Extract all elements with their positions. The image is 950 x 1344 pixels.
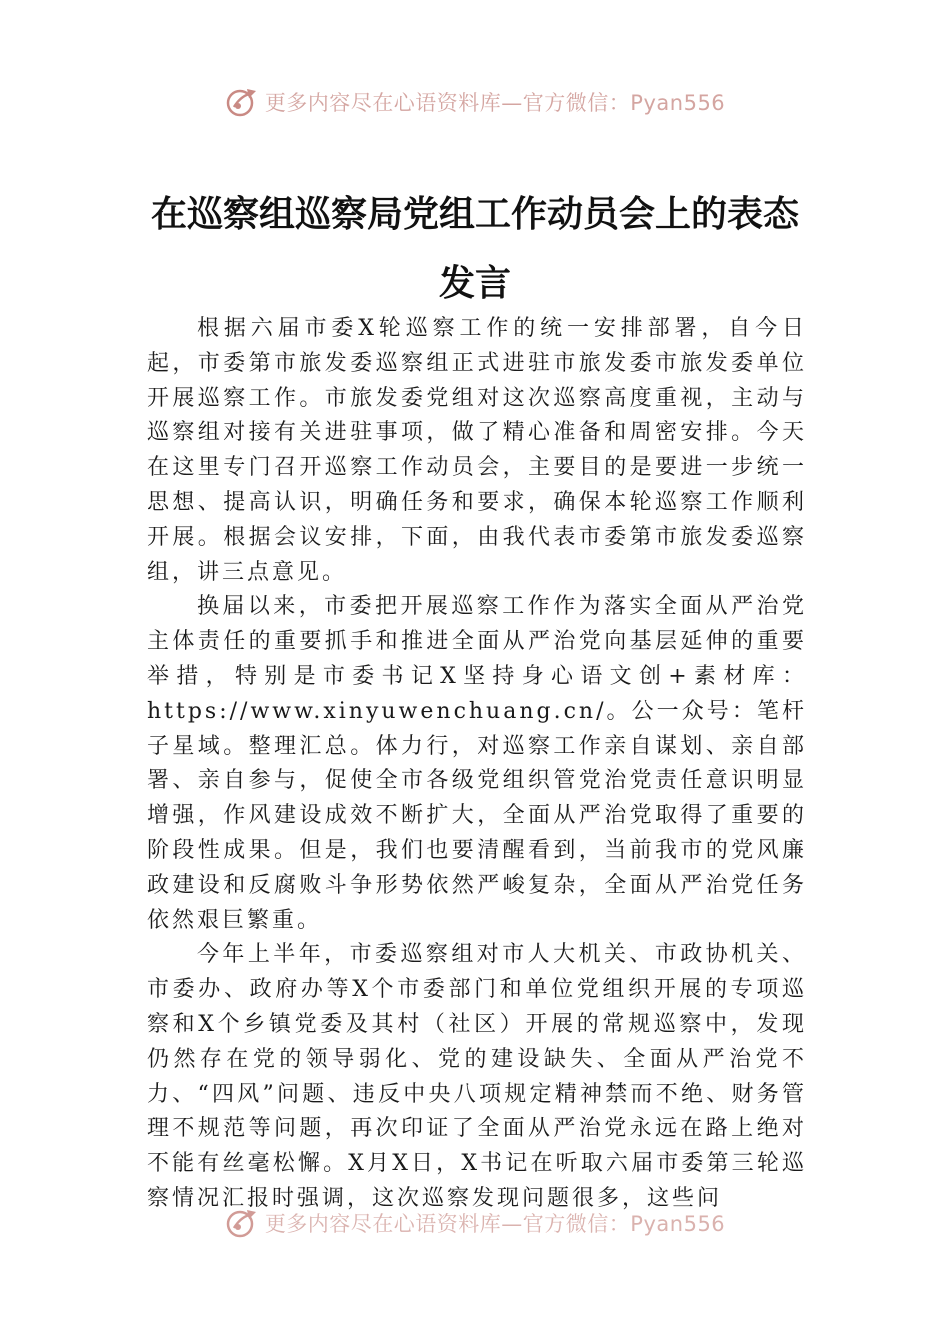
- watermark-text: 更多内容尽在心语资料库—官方微信：Pyan556: [264, 91, 726, 115]
- paragraph: 换届以来，市委把开展巡察工作作为落实全面从严治党主体责任的重要抓手和推进全面从严治党向基层延伸的重要举措，特别是市委书记X坚持身心语文创+素材库：https://www.xinyuwenchuang.cn/。公一众号：笔杆子星域。整理汇总。体力行，对巡察工作亲自谋划、亲自部署、亲自参与，促使全市各级党组织管党治党责任意识明显增强，作风建设成效不断扩大，全面从严治党取得了重要的阶段性成果。但是，我们也要清醒看到，当前我市的党风廉政建设和反腐败斗争形势依然严峻复杂，全面从严治党任务依然艰巨繁重。: [147, 594, 807, 933]
- paragraph: 根据六届市委X轮巡察工作的统一安排部署，自今日起，市委第市旅发委巡察组正式进驻市旅发委市旅发委单位开展巡察工作。市旅发委党组对这次巡察高度重视，主动与巡察组对接有关进驻事项，做了精心准备和周密安排。今天在这里专门召开巡察工作动员会，主要目的是要进一步统一思想、提高认识，明确任务和要求，确保本轮巡察工作顺利开展。根据会议安排，下面，由我代表市委第市旅发委巡察组，讲三点意见。: [147, 316, 807, 585]
- footer-watermark-banner: [0, 1203, 950, 1243]
- paragraph: 今年上半年，市委巡察组对市人大机关、市政协机关、市委办、政府办等X个市委部门和单位党组织开展的专项巡察和X个乡镇党委及其村（社区）开展的常规巡察中，发现仍然存在党的领导弱化、党的建设缺失、全面从严治党不力、“四风”问题、违反中央八项规定精神禁而不绝、财务管理不规范等问题，再次印证了全面从严治党永远在路上绝对不能有丝毫松懈。X月X日，X书记在听取六届市委第三轮巡察情况汇报时强调，这次巡察发现问题很多，这些问: [147, 942, 807, 1211]
- pen-logo-icon: [225, 85, 259, 119]
- header-watermark-banner: [0, 82, 950, 122]
- watermark-text: 更多内容尽在心语资料库—官方微信：Pyan556: [264, 1212, 726, 1236]
- pen-logo-icon: [225, 1206, 259, 1240]
- document-title-line-2: 发言: [438, 263, 511, 304]
- document-title-line-1: 在巡察组巡察局党组工作动员会上的表态: [150, 194, 799, 235]
- document-body: [147, 312, 807, 1217]
